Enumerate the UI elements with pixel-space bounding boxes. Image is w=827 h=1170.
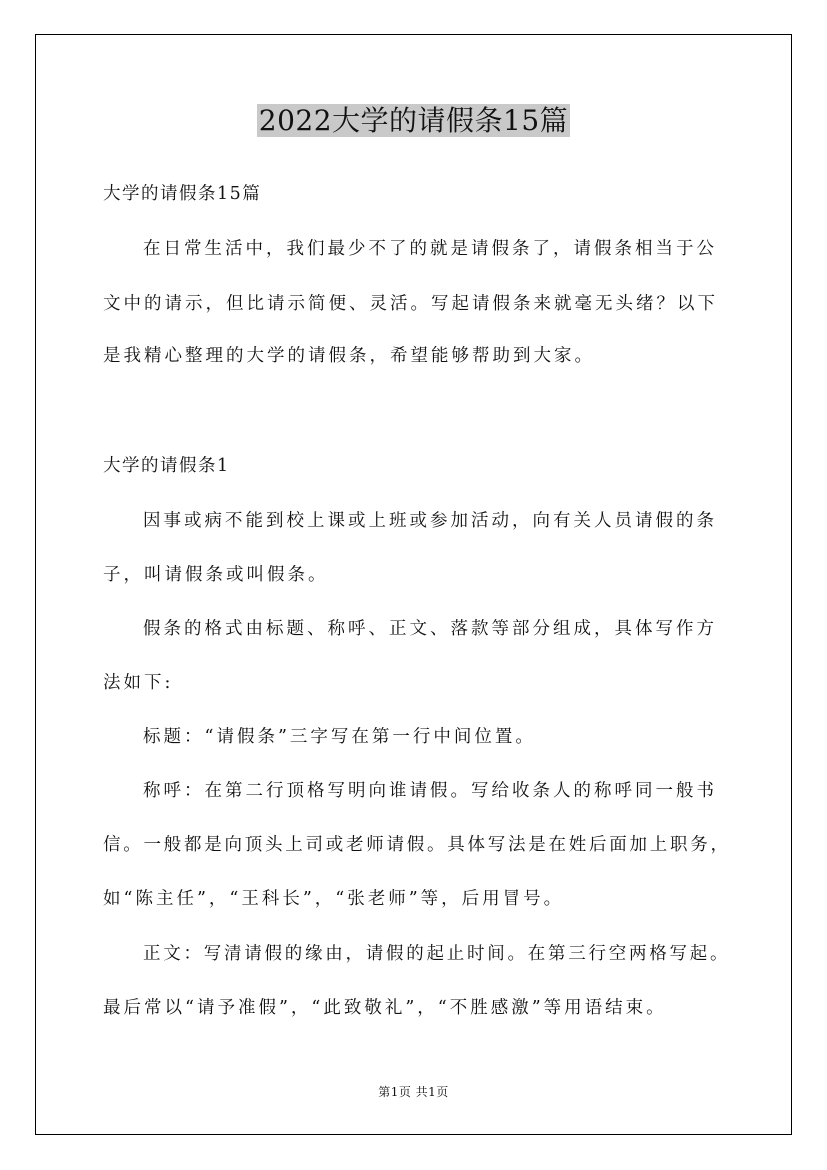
paragraph-line: 最后常以“请予准假”，“此致敬礼”，“不胜感激”等用语结束。 — [103, 998, 667, 1018]
paragraph-line: 假条的格式由标题、称呼、正文、落款等部分组成，具体写作方 — [143, 619, 717, 639]
document-title — [0, 100, 827, 142]
paragraph-line: 如“陈主任”，“王科长”，“张老师”等，后用冒号。 — [103, 889, 565, 909]
paragraph-line: 标题：“请假条”三字写在第一行中间位置。 — [143, 727, 536, 747]
page-footer: 第1页 共1页 — [378, 1085, 449, 1099]
paragraph-line: 子，叫请假条或叫假条。 — [103, 565, 329, 585]
paragraph-line: 正文：写清请假的缘由，请假的起止时间。在第三行空两格写起。 — [143, 944, 731, 964]
subheading-section-1: 大学的请假条1 — [103, 456, 230, 476]
paragraph-line: 因事或病不能到校上课或上班或参加活动，向有关人员请假的条 — [143, 511, 717, 531]
paragraph-line: 是我精心整理的大学的请假条，希望能够帮助到大家。 — [103, 346, 595, 366]
subheading-intro: 大学的请假条15篇 — [103, 184, 262, 204]
paragraph-line: 在日常生活中，我们最少不了的就是请假条了，请假条相当于公 — [143, 239, 717, 259]
paragraph-line: 文中的请示，但比请示简便、灵活。写起请假条来就毫无头绪？以下 — [103, 294, 718, 314]
paragraph-line: 信。一般都是向顶头上司或老师请假。具体写法是在姓后面加上职务， — [103, 835, 731, 855]
document-title-text: 2022大学的请假条15篇 — [258, 104, 569, 137]
paragraph-line: 称呼：在第二行顶格写明向谁请假。写给收条人的称呼同一般书 — [143, 781, 717, 801]
paragraph-line: 法如下: — [103, 673, 174, 693]
